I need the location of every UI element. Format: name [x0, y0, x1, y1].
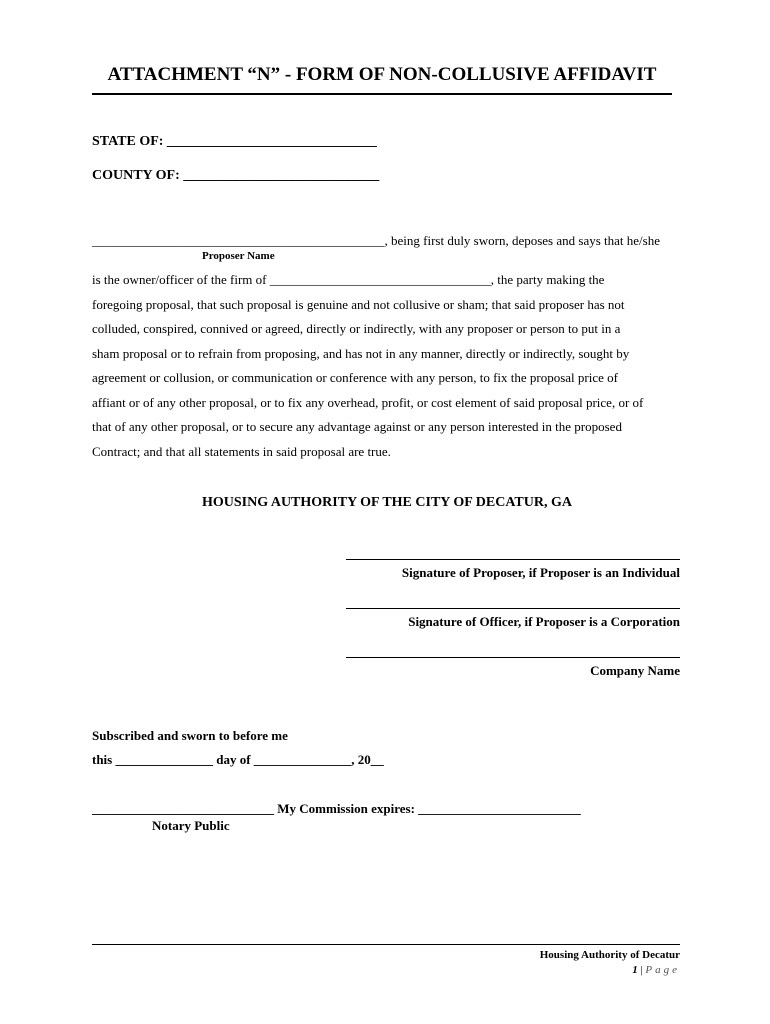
body-line: colluded, conspired, connived or agreed, directly or indirectly, with any proposer or person to put in a — [92, 321, 621, 336]
company-name-line[interactable] — [346, 657, 680, 658]
authority-heading: HOUSING AUTHORITY OF THE CITY OF DECATUR, GA — [201, 495, 572, 510]
body-line: sham proposal or to refrain from proposing, and has not in any manner, directly or indirectly, sought by — [92, 346, 630, 361]
footer-rule — [92, 944, 680, 945]
document-title: ATTACHMENT “N” - FORM OF NON-COLLUSIVE AFFIDAVIT — [107, 64, 657, 85]
title-underline — [92, 93, 672, 95]
body-line: is the owner/officer of the firm of __________________________________, the party making the — [92, 272, 605, 287]
page-separator: | — [637, 964, 646, 976]
officer-signature-caption: Signature of Officer, if Proposer is a Corporation — [408, 614, 680, 629]
body-line: Contract; and that all statements in said proposal are true. — [92, 444, 391, 459]
officer-signature-line[interactable] — [346, 608, 680, 609]
body-line: that of any other proposal, or to secure any advantage against or any person interested in the proposed — [92, 419, 622, 434]
body-line: agreement or collusion, or communication or conference with any person, to fix the proposal price of — [92, 370, 618, 385]
notary-public-caption: Notary Public — [152, 818, 230, 833]
footer-organization: Housing Authority of Decatur — [539, 949, 680, 961]
company-name-caption: Company Name — [590, 663, 680, 678]
date-field[interactable]: this _______________ day of _______________, 20__ — [92, 752, 384, 767]
commission-expires-field[interactable]: ____________________________ My Commission expires: _________________________ — [92, 801, 581, 816]
body-line: affiant or of any other proposal, or to fix any overhead, profit, or cost element of said proposal price, or of — [92, 395, 644, 410]
state-field[interactable]: STATE OF: ______________________________ — [92, 134, 377, 149]
individual-signature-caption: Signature of Proposer, if Proposer is an Individual — [401, 565, 680, 580]
affiant-name-field[interactable]: _____________________________________________, being first duly sworn, deposes and says that he/she — [92, 233, 660, 248]
page-number — [632, 964, 680, 976]
page-number-value: 1 — [632, 964, 638, 976]
body-line: foregoing proposal, that such proposal is genuine and not collusive or sham; that said proposer has not — [92, 297, 625, 312]
county-field[interactable]: COUNTY OF: ____________________________ — [92, 168, 380, 183]
proposer-name-caption: Proposer Name — [202, 250, 275, 262]
individual-signature-line[interactable] — [346, 559, 680, 560]
subscribed-text: Subscribed and sworn to before me — [92, 728, 288, 743]
page-word: Page — [645, 964, 680, 976]
